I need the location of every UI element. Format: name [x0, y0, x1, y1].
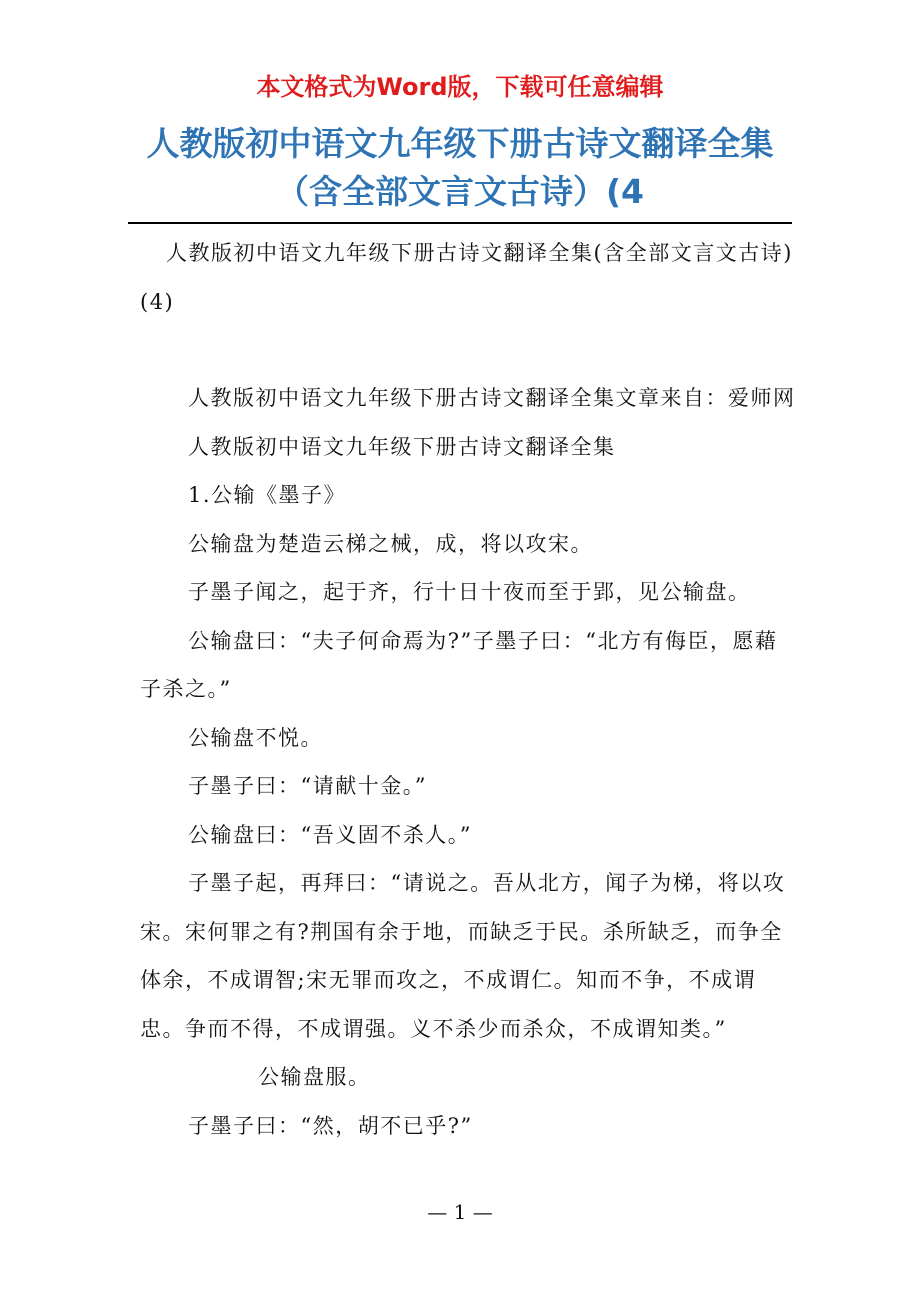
section-heading: 人教版初中语文九年级下册古诗文翻译全集 — [188, 434, 616, 459]
text-paragraph: 公输盘不悦。 — [188, 725, 323, 750]
source-paragraph: 人教版初中语文九年级下册古诗文翻译全集文章来自：爱师网 — [188, 386, 796, 410]
text-paragraph: 子墨子曰：“请献十金。” — [188, 774, 427, 798]
page-number: — 1 — — [427, 1200, 493, 1224]
text-title: 1.公输《墨子》 — [188, 483, 347, 507]
speech-reaction: 公输盘服。 — [258, 1065, 371, 1089]
document-body — [140, 229, 796, 1150]
speech-text: 子墨子起，再拜曰：“请说之。吾从北方，闻子为梯，将以攻宋。宋何罪之有?荆国有余于地，而缺乏于民。杀所缺乏，而争全体余，不成谓智;宋无罪而攻之，不成谓仁。知而不争，不成谓忠。争而不得，不成谓强。义不杀少而杀众，不成谓知类。” — [140, 871, 786, 1041]
text-paragraph — [140, 859, 796, 1102]
text-paragraph: 子墨子曰：“然，胡不已乎?” — [188, 1113, 473, 1138]
document-title: 人教版初中语文九年级下册古诗文翻译全集（含全部文言文古诗）(4 — [146, 124, 774, 211]
text-paragraph: 公输盘曰：“吾义固不杀人。” — [188, 822, 472, 847]
text-paragraph: 公输盘为楚造云梯之械，成，将以攻宋。 — [188, 531, 593, 556]
format-notice-banner: 本文格式为Word版，下载可任意编辑 — [256, 73, 664, 101]
text-paragraph: 公输盘曰：“夫子何命焉为?”子墨子曰：“北方有侮臣，愿藉子杀之。” — [140, 628, 778, 701]
intro-paragraph: 人教版初中语文九年级下册古诗文翻译全集(含全部文言文古诗)(4) — [140, 241, 793, 314]
header-divider — [128, 222, 792, 224]
text-paragraph: 子墨子闻之，起于齐，行十日十夜而至于郢，见公输盘。 — [188, 580, 751, 604]
